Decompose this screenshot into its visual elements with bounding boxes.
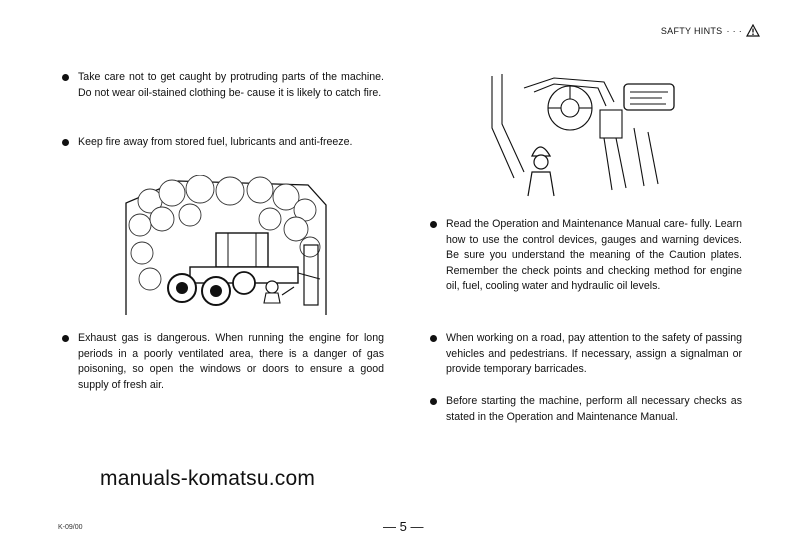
bullet-protruding-parts: Take care not to get caught by protruding parts of the machine. Do not wear oil-stained clothing be- cause it is likely to catch fire. <box>60 70 384 101</box>
page-number: — 5 — <box>383 519 424 534</box>
bullet-read-manual: Read the Operation and Maintenance Manual care- fully. Learn how to use the control devices, gauges and warning devices. Be sure you understand the meaning of the Caution plates. Remember the check points and checking method for engine oil, fuel, cooling water and hydraulic oil levels. <box>428 217 742 295</box>
bullet-road-safety: When working on a road, pay attention to the safety of passing vehicles and pedestrians. If necessary, assign a signalman or provide temporary barricades. <box>428 331 742 378</box>
bullet-exhaust-gas: Exhaust gas is dangerous. When running the engine for long periods in a poorly ventilated area, there is a danger of gas poisoning, so open the windows or doors to ensure a good supply of fresh air. <box>60 331 384 393</box>
page-header <box>661 24 760 37</box>
bullet-dot-icon <box>62 335 69 342</box>
bullet-fire-away: Keep fire away from stored fuel, lubricants and anti-freeze. <box>60 135 384 151</box>
section-title: SAFTY HINTS <box>660 25 723 36</box>
document-id: K-09/00 <box>58 524 83 531</box>
bullet-dot-icon <box>62 139 69 146</box>
bullet-dot-icon <box>430 221 437 228</box>
warning-triangle-icon <box>746 24 760 37</box>
bullet-dot-icon <box>430 398 437 405</box>
bullet-dot-icon <box>430 335 437 342</box>
garage-exhaust-illustration <box>120 175 332 320</box>
bullet-pre-start-checks: Before starting the machine, perform all necessary checks as stated in the Operation and Maintenance Manual. <box>428 394 742 425</box>
bullet-dot-icon <box>62 74 69 81</box>
header-dots: · · · <box>726 25 742 36</box>
watermark-link[interactable]: manuals-komatsu.com <box>100 467 316 490</box>
operator-cab-illustration <box>484 68 684 200</box>
